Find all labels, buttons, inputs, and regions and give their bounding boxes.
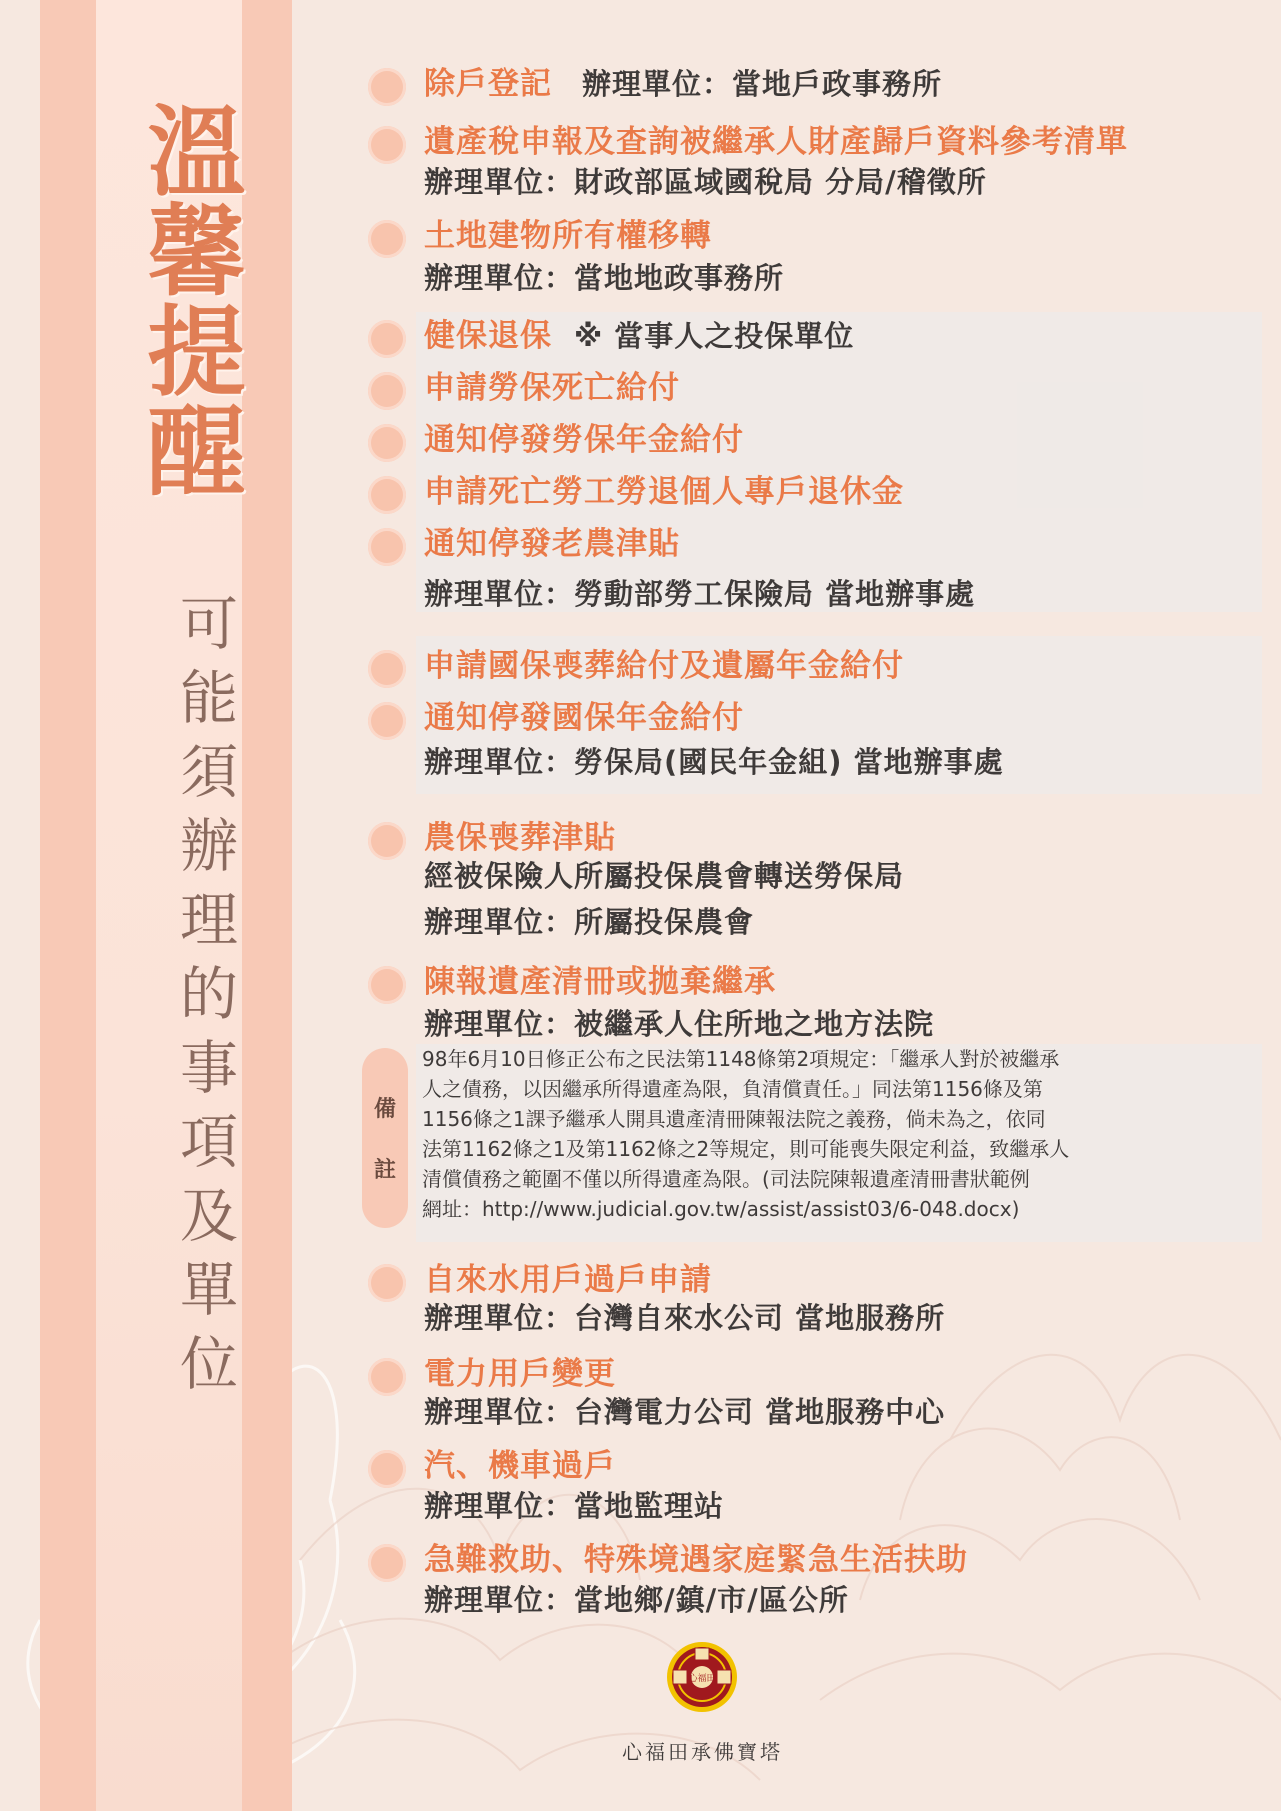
page-subtitle: 可能須辦理的事項及單位 — [170, 593, 238, 1407]
bullet-icon — [368, 822, 406, 860]
note-badge-char: 註 — [373, 1158, 396, 1183]
logo-text: 心福田 — [688, 1674, 716, 1684]
item-heading: 陳報遺產清冊或拋棄繼承 — [424, 964, 776, 1000]
note-badge-char: 備 — [373, 1097, 396, 1122]
bullet-icon — [368, 528, 406, 566]
bullet-icon — [368, 320, 406, 358]
item-note: ※ 當事人之投保單位 — [574, 319, 855, 353]
note-line: 1156條之1課予繼承人開具遺產清冊陳報法院之義務，倘未為之，依同 — [422, 1107, 1046, 1131]
bullet-icon — [368, 1358, 406, 1396]
item-unit: 辦理單位：財政部區域國稅局 分局/稽徵所 — [424, 165, 987, 199]
item-heading: 汽、機車過戶 — [424, 1448, 616, 1484]
note-line: 法第1162條之1及第1162條之2等規定，則可能喪失限定利益，致繼承人 — [422, 1137, 1070, 1161]
item-heading: 申請勞保死亡給付 — [424, 370, 680, 406]
bullet-icon — [368, 220, 406, 258]
note-line: 網址：http://www.judicial.gov.tw/assist/assist03/6-048.docx) — [422, 1197, 1020, 1221]
item-unit: 辦理單位：所屬投保農會 — [424, 905, 755, 939]
bullet-icon — [368, 650, 406, 688]
bullet-icon — [368, 1264, 406, 1302]
item-unit: 辦理單位：當地鄉/鎮/市/區公所 — [424, 1583, 849, 1617]
panel-labor — [416, 312, 1262, 612]
item-list — [362, 0, 1262, 1811]
item-unit: 辦理單位：當地地政事務所 — [424, 261, 785, 295]
item-unit: 辦理單位：勞動部勞工保險局 當地辦事處 — [424, 577, 976, 611]
bullet-icon — [368, 372, 406, 410]
item-heading: 遺產稅申報及查詢被繼承人財產歸戶資料參考清單 — [424, 124, 1128, 160]
item-unit: 辦理單位：被繼承人住所地之地方法院 — [424, 1007, 935, 1041]
item-heading: 農保喪葬津貼 — [424, 820, 616, 856]
item-unit: 辦理單位：勞保局(國民年金組) 當地辦事處 — [424, 745, 1004, 779]
item-heading: 健保退保 ※ 當事人之投保單位 — [424, 318, 855, 354]
bullet-icon — [368, 966, 406, 1004]
bullet-icon — [368, 476, 406, 514]
item-heading: 急難救助、特殊境遇家庭緊急生活扶助 — [424, 1542, 968, 1578]
item-unit: 辦理單位：台灣電力公司 當地服務中心 — [424, 1395, 946, 1429]
item-heading: 通知停發勞保年金給付 — [424, 422, 744, 458]
bullet-icon — [368, 424, 406, 462]
bullet-icon — [368, 1544, 406, 1582]
item-heading: 土地建物所有權移轉 — [424, 218, 712, 254]
item-heading: 通知停發國保年金給付 — [424, 700, 744, 736]
bullet-icon — [368, 702, 406, 740]
item-detail: 經被保險人所屬投保農會轉送勞保局 — [424, 859, 905, 893]
item-heading: 申請死亡勞工勞退個人專戶退休金 — [424, 474, 904, 510]
item-unit: 辦理單位：當地監理站 — [424, 1489, 725, 1523]
note-line: 人之債務，以因繼承所得遺產為限，負清償責任。」同法第1156條及第 — [422, 1077, 1043, 1101]
organization-name: 心福田承佛寶塔 — [622, 1740, 783, 1764]
bullet-icon — [368, 126, 406, 164]
note-line: 清償債務之範圍不僅以所得遺產為限。(司法院陳報遺產清冊書狀範例 — [422, 1167, 1030, 1191]
bullet-icon — [368, 1450, 406, 1488]
item-heading: 自來水用戶過戶申請 — [424, 1262, 712, 1298]
page-title: 溫馨提醒 — [131, 100, 246, 500]
item-heading: 除戶登記 辦理單位：當地戶政事務所 — [424, 66, 943, 102]
note-text — [422, 1044, 1262, 1224]
note-line: 98年6月10日修正公布之民法第1148條第2項規定：「繼承人對於被繼承 — [422, 1047, 1060, 1071]
item-heading: 電力用戶變更 — [424, 1356, 616, 1392]
item-heading: 通知停發老農津貼 — [424, 526, 680, 562]
note-badge — [362, 1048, 408, 1228]
item-unit: 辦理單位：台灣自來水公司 當地服務所 — [424, 1301, 946, 1335]
item-unit: 辦理單位：當地戶政事務所 — [582, 67, 943, 101]
temple-logo-icon — [665, 1640, 739, 1714]
bullet-icon — [368, 68, 406, 106]
item-heading: 申請國保喪葬給付及遺屬年金給付 — [424, 648, 904, 684]
